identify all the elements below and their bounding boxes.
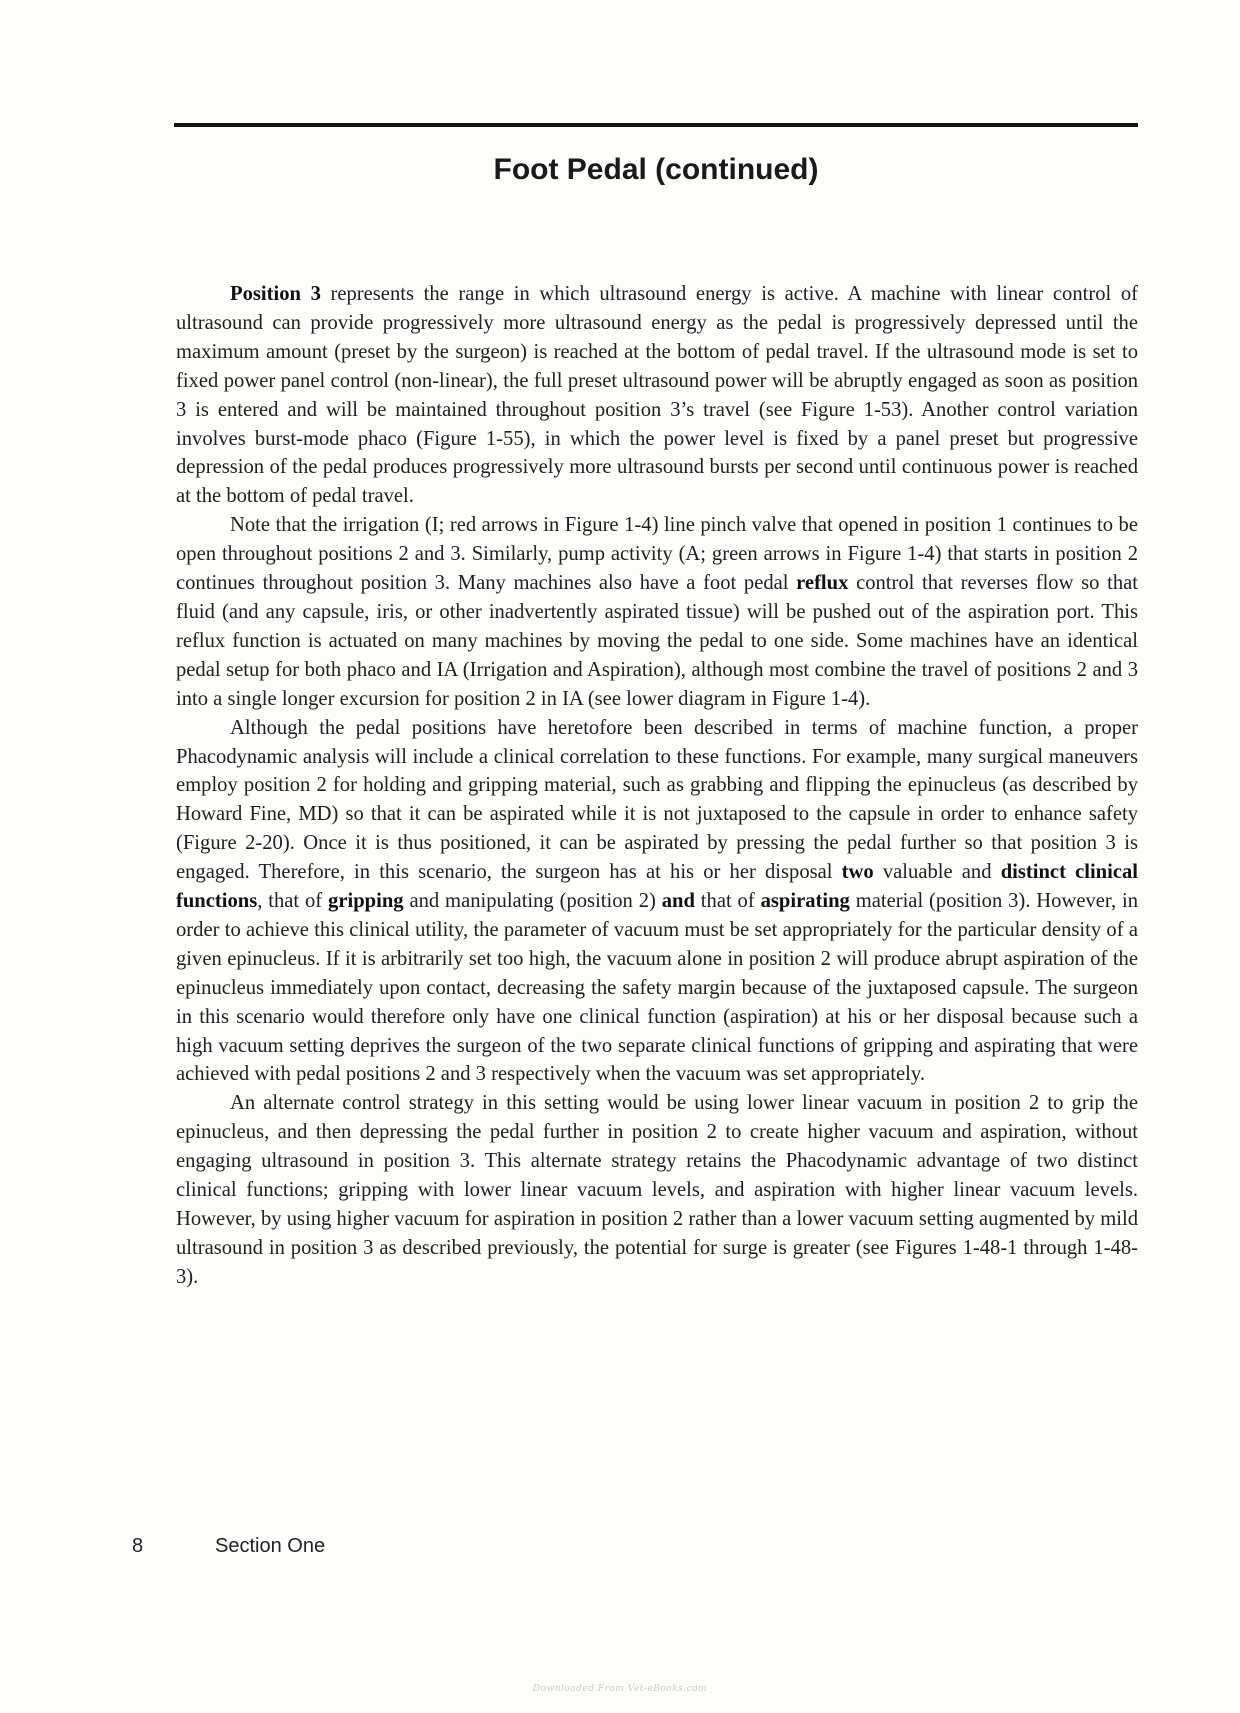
section-label: Section One — [215, 1535, 326, 1557]
text-run: and manipulating (position 2) — [403, 890, 662, 913]
bold-text-run: Position 3 — [230, 283, 321, 305]
page-title: Foot Pedal (continued) — [493, 153, 819, 186]
text-run: Note that the irrigation (I; red arrows in Figure 1-4) line pinch valve that opened in position 1 continues to be open throughout positions 2 and 3. Similarly, pump activity (A; green arrows in Figure 1-4) that starts in position 2 continues throughout position 3. Many machines also have a foot pedal — [176, 514, 1138, 595]
bold-text-run: gripping — [328, 890, 404, 913]
paragraph-irrigation-reflux — [176, 511, 1138, 713]
text-run: Although the pedal positions have heretofore been described in terms of machine function, a proper Phacodynamic analysis will include a clinical correlation to these functions. For example, many surgical maneuvers employ position 2 for holding and gripping material, such as grabbing and flipping the epinucleus (as described by Howard Fine, MD) so that it can be aspirated while it is not juxtaposed to the capsule in order to enhance safety (Figure 2-20). Once it is thus positioned, it can be aspirated by pressing the pedal further so that position 3 is engaged. Therefore, in this scenario, the surgeon has at his or her disposal — [176, 716, 1138, 884]
body-text — [176, 280, 1138, 1292]
text-run: An alternate control strategy in this setting would be using lower linear vacuum in position 2 to grip the epinucleus, and then depressing the pedal further in position 2 to create higher vacuum and aspiration, without engaging ultrasound in position 3. This alternate strategy retains the Phacodynamic advantage of two distinct clinical functions; gripping with lower linear vacuum levels, and aspiration with higher linear vacuum levels. However, by using higher vacuum for aspiration in position 2 rather than a lower vacuum setting augmented by mild ultrasound in position 3 as described previously, the potential for surge is greater (see Figures 1-48-1 through 1-48-3). — [176, 1092, 1138, 1288]
paragraph-alternate-strategy — [176, 1089, 1138, 1291]
paragraph-clinical-correlation — [176, 714, 1138, 1090]
bold-text-run: distinct clinical functions — [176, 861, 1139, 913]
text-run: material (position 3). However, in order to achieve this clinical utility, the parameter of vacuum must be set appropriately for the particular density of a given epinucleus. If it is arbitrarily set too high, the vacuum alone in position 2 will produce abrupt aspiration of the epinucleus immediately upon contact, decreasing the safety margin because of the juxtaposed capsule. The surgeon in this scenario would therefore only have one clinical function (aspiration) at his or her disposal because such a high vacuum setting deprives the surgeon of the two separate clinical functions of gripping and aspirating that were achieved with pedal positions 2 and 3 respectively when the vacuum was set appropriately. — [176, 890, 1138, 1086]
text-run: , that of — [257, 890, 329, 913]
bold-text-run: aspirating — [760, 890, 850, 913]
header-rule — [174, 123, 1138, 127]
bold-text-run: reflux — [796, 572, 849, 595]
text-run: represents the range in which ultrasound energy is active. A machine with linear control of ultrasound can provide progressively more ultrasound energy as the pedal is progressively depressed until the maximum amount (preset by the surgeon) is reached at the bottom of pedal travel. If the ultrasound mode is set to fixed power panel control (non-linear), the full preset ultrasound power will be abruptly engaged as soon as position 3 is entered and will be maintained throughout position 3’s travel (see Figure 1-53). Another control variation involves burst-mode phaco (Figure 1-55), in which the power level is fixed by a panel preset but progressive depression of the pedal produces progressively more ultrasound bursts per second until continuous power is reached at the bottom of pedal travel. — [176, 283, 1139, 508]
bold-text-run: and — [661, 890, 695, 913]
watermark: Downloaded From Vet-eBooks.com — [532, 1684, 708, 1694]
text-run: that of — [694, 890, 761, 913]
text-run: control that reverses flow so that fluid (and any capsule, iris, or other inadvertently aspirated tissue) will be pushed out of the aspiration port. This reflux function is actuated on many machines by moving the pedal to one side. Some machines have an identical pedal setup for both phaco and IA (Irrigation and Aspiration), although most combine the travel of positions 2 and 3 into a single longer excursion for position 2 in IA (see lower diagram in Figure 1-4). — [176, 572, 1138, 710]
bold-text-run: two — [841, 861, 874, 884]
text-run: valuable and — [873, 861, 1001, 884]
paragraph-position-3 — [176, 280, 1138, 511]
page-number: 8 — [132, 1535, 144, 1557]
